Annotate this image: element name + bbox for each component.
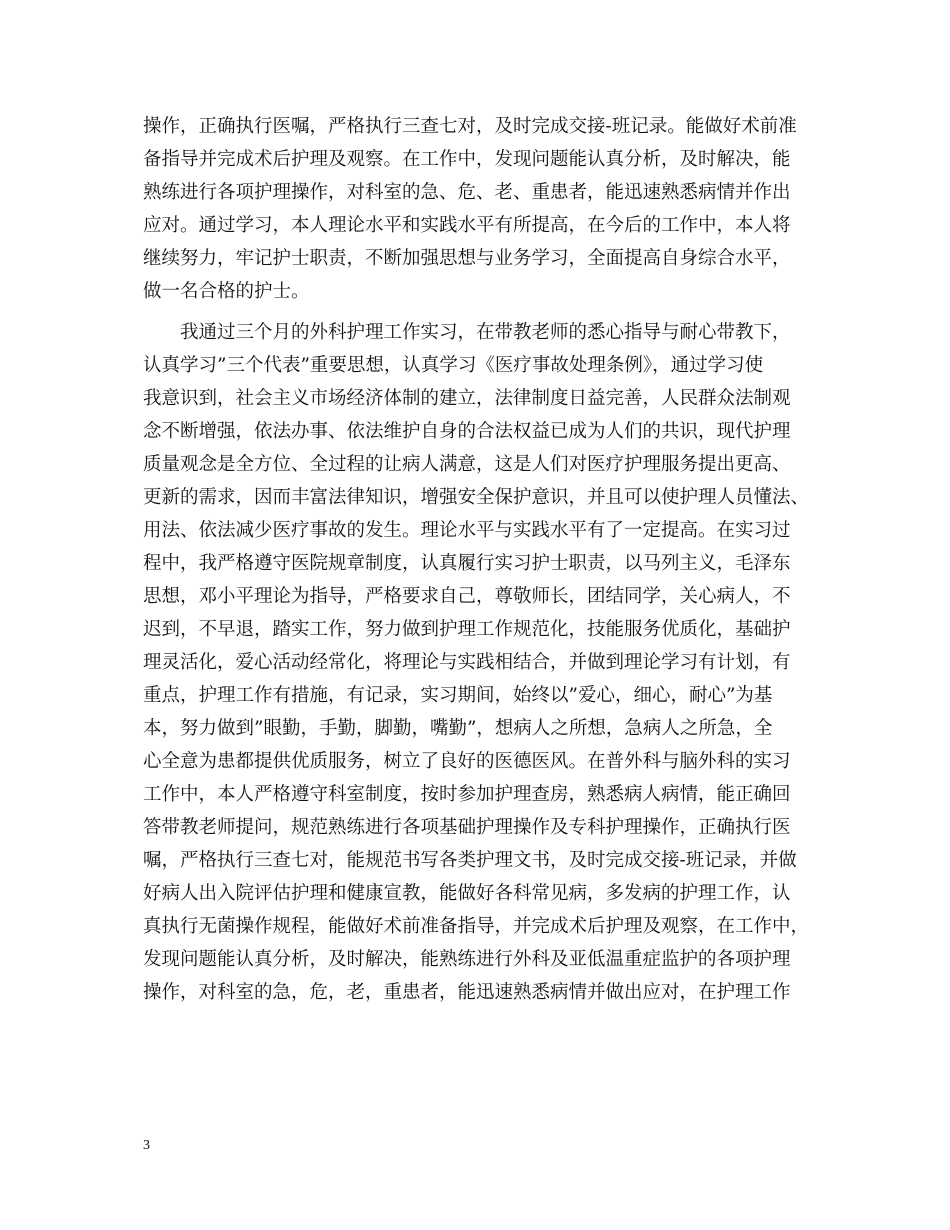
text-line: 继续努力，牢记护士职责，不断加强思想与业务学习，全面提高自身综合水平， — [143, 248, 791, 269]
text-line: 心全意为患都提供优质服务，树立了良好的医德医风。在普外科与脑外科的实习 — [143, 751, 791, 772]
text-line: 我通过三个月的外科护理工作实习，在带教老师的悉心指导与耐心带教下， — [143, 322, 791, 343]
text-line: 备指导并完成术后护理及观察。在工作中，发现问题能认真分析，及时解决，能 — [143, 149, 791, 170]
text-line: 迟到，不早退，踏实工作，努力做到护理工作规范化，技能服务优质化，基础护 — [143, 619, 791, 640]
text-line: 嘱，严格执行三查七对，能规范书写各类护理文书，及时完成交接-班记录，并做 — [143, 850, 797, 871]
text-line: 应对。通过学习，本人理论水平和实践水平有所提高，在今后的工作中，本人将 — [143, 215, 791, 236]
text-line: 质量观念是全方位、全过程的让病人满意，这是人们对医疗护理服务提出更高、 — [143, 454, 791, 475]
text-line: 念不断增强，依法办事、依法维护自身的合法权益已成为人们的共识，现代护理 — [143, 421, 791, 442]
text-line: 好病人出入院评估护理和健康宣教，能做好各科常见病，多发病的护理工作，认 — [143, 883, 791, 904]
text-line: 我意识到，社会主义市场经济体制的建立，法律制度日益完善，人民群众法制观 — [143, 388, 791, 409]
text-line: 程中，我严格遵守医院规章制度，认真履行实习护士职责，以马列主义，毛泽东 — [143, 553, 791, 574]
text-line: 熟练进行各项护理操作，对科室的急、危、老、重患者，能迅速熟悉病情并作出 — [143, 182, 791, 203]
text-line: 操作，对科室的急，危，老，重患者，能迅速熟悉病情并做出应对，在护理工作 — [143, 982, 791, 1003]
text-line: 用法、依法减少医疗事故的发生。理论水平与实践水平有了一定提高。在实习过 — [143, 520, 791, 541]
paragraph-gap — [143, 308, 843, 316]
text-line: 本，努力做到”眼勤，手勤，脚勤，嘴勤”，想病人之所想，急病人之所急，全 — [143, 718, 773, 739]
paragraph — [143, 110, 843, 308]
text-line: 理灵活化，爱心活动经常化，将理论与实践相结合，并做到理论学习有计划，有 — [143, 652, 791, 673]
text-line: 重点，护理工作有措施，有记录，实习期间，始终以”爱心，细心，耐心”为基 — [143, 685, 773, 706]
text-line: 答带教老师提问，规范熟练进行各项基础护理操作及专科护理操作，正确执行医 — [143, 817, 791, 838]
text-line: 真执行无菌操作规程，能做好术前准备指导，并完成术后护理及观察，在工作中， — [143, 916, 810, 937]
page-number: 3 — [143, 1138, 150, 1153]
text-line: 做一名合格的护士。 — [143, 281, 310, 302]
paragraph — [143, 316, 843, 1009]
text-line: 认真学习”三个代表”重要思想，认真学习《医疗事故处理条例》，通过学习使 — [143, 355, 764, 376]
text-line: 更新的需求，因而丰富法律知识，增强安全保护意识，并且可以使护理人员懂法、 — [143, 487, 810, 508]
text-line: 操作，正确执行医嘱，严格执行三查七对，及时完成交接-班记录。能做好术前准 — [143, 116, 797, 137]
text-line: 工作中，本人严格遵守科室制度，按时参加护理查房，熟悉病人病情，能正确回 — [143, 784, 791, 805]
text-line: 思想，邓小平理论为指导，严格要求自己，尊敬师长，团结同学，关心病人，不 — [143, 586, 791, 607]
body-text — [143, 110, 843, 1009]
text-line: 发现问题能认真分析，及时解决，能熟练进行外科及亚低温重症监护的各项护理 — [143, 949, 791, 970]
